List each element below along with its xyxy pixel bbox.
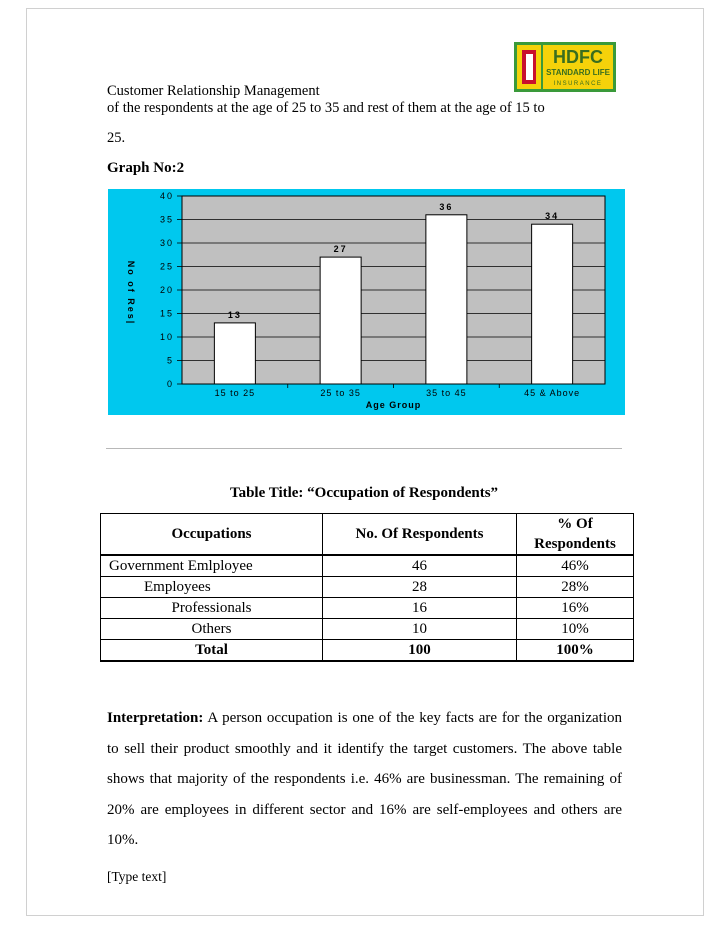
bar [532, 224, 573, 384]
x-tick-label: 45 & Above [524, 388, 581, 398]
table-cell: 28% [517, 577, 634, 598]
interpretation-text: A person occupation is one of the key facts are for the organization to sell their product smoothly and it identify the target customers. The above table shows that majority of the respondents i.e. 46% are businessman. The remaining of 20% are employees in different sector and 16% are self-employees and others are 10%. [107, 710, 622, 848]
y-tick-label: 15 [159, 308, 174, 319]
table-row [101, 598, 634, 619]
y-tick-label: 0 [166, 379, 174, 389]
graph-title: Graph No:2 [107, 160, 185, 176]
bar-value-label: 13 [227, 309, 242, 320]
table-cell: 10 [323, 619, 517, 640]
body-line: 25. [107, 130, 126, 146]
table-cell: 16% [517, 598, 634, 619]
divider-line [106, 448, 622, 449]
table-cell: Professionals [101, 598, 323, 619]
bar [320, 257, 361, 384]
x-tick-label: 15 to 25 [214, 388, 256, 398]
bar-value-label: 27 [333, 244, 348, 255]
x-tick-label: 25 to 35 [320, 388, 361, 398]
bar-value-label: 36 [439, 201, 454, 212]
footer-text: [Type text] [107, 869, 167, 884]
table-header-cell: No. Of Respondents [323, 514, 517, 556]
occupation-table [100, 513, 634, 662]
x-tick-label: 35 to 45 [426, 388, 467, 398]
bar [214, 323, 255, 384]
logo-sub1-text: STANDARD LIFE [546, 68, 610, 77]
table-cell: 16 [323, 598, 517, 619]
y-tick-label: 10 [159, 332, 174, 342]
table-cell: Total [101, 640, 323, 662]
x-axis-label: Age Group [365, 400, 422, 410]
body-line: of the respondents at the age of 25 to 35 and rest of them at the age of 15 to [107, 100, 545, 116]
interpretation-label: Interpretation: [107, 710, 204, 726]
header-title: Customer Relationship Management [107, 83, 320, 99]
table-cell: 46 [323, 555, 517, 577]
interpretation-paragraph [107, 703, 622, 856]
logo-brand-text: HDFC [553, 47, 603, 67]
table-header-cell: Occupations [101, 514, 323, 556]
y-tick-label: 40 [159, 191, 174, 201]
table-row [101, 619, 634, 640]
y-tick-label: 20 [159, 285, 174, 295]
table-cell: 28 [323, 577, 517, 598]
y-tick-label: 30 [159, 238, 174, 248]
age-group-bar-chart [108, 189, 625, 415]
table-cell: 46% [517, 555, 634, 577]
table-row [101, 555, 634, 577]
table-cell: Employees [101, 577, 323, 598]
table-total-row [101, 640, 634, 662]
table-cell: Others [101, 619, 323, 640]
bar [426, 215, 467, 384]
table-title: Table Title: “Occupation of Respondents” [229, 485, 499, 501]
table-cell: 100% [517, 640, 634, 662]
table-cell: 10% [517, 619, 634, 640]
y-tick-label: 35 [159, 214, 174, 225]
hdfc-logo [514, 42, 616, 92]
table-row [101, 577, 634, 598]
y-tick-label: 5 [166, 355, 174, 366]
y-tick-label: 25 [159, 261, 174, 272]
bar-value-label: 34 [545, 211, 560, 222]
table-cell: Government Emlployee [101, 555, 323, 577]
table-cell: 100 [323, 640, 517, 662]
table-header-cell: % Of Respondents [517, 514, 634, 556]
logo-sub2-text: INSURANCE [553, 81, 603, 87]
y-axis-label: No of Res| [126, 260, 136, 326]
table-header-row [101, 514, 634, 556]
